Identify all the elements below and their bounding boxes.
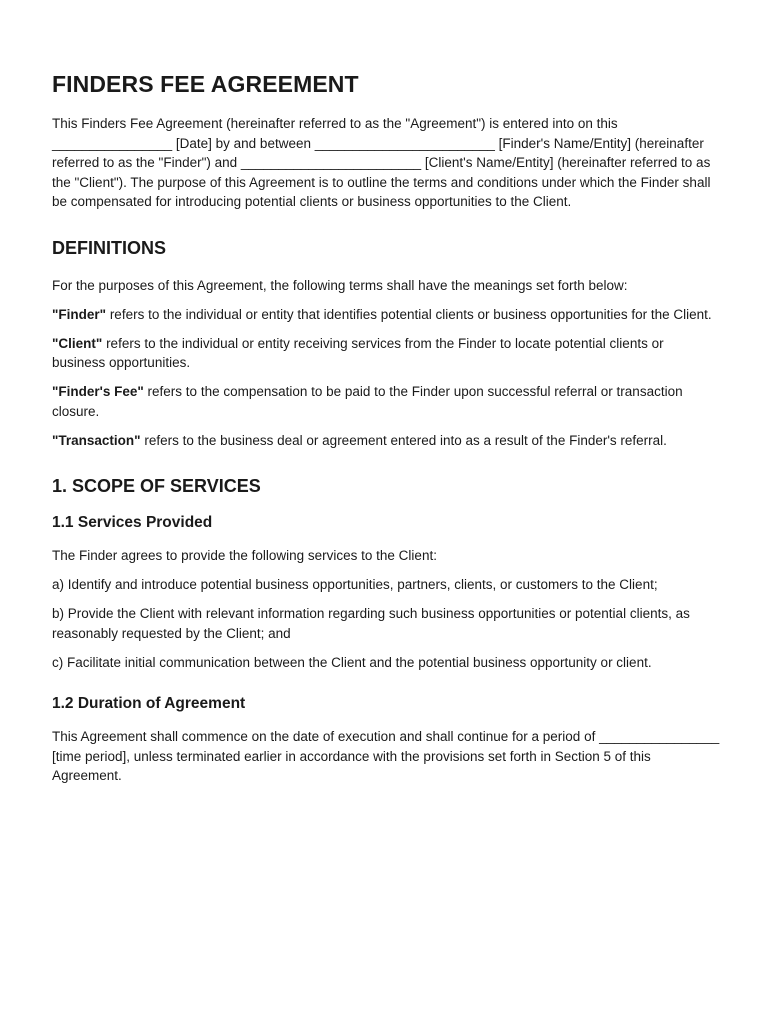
definition-item <box>52 305 720 325</box>
definition-item <box>52 431 720 451</box>
service-item: c) Facilitate initial communication between the Client and the potential business opportunity or client. <box>52 654 652 670</box>
definition-term: "Client" <box>52 335 103 351</box>
definition-term: "Transaction" <box>52 432 141 448</box>
scope-heading: 1. SCOPE OF SERVICES <box>52 476 261 496</box>
duration-heading: 1.2 Duration of Agreement <box>52 695 246 712</box>
document-title: FINDERS FEE AGREEMENT <box>52 71 359 97</box>
definition-item <box>52 334 720 373</box>
services-lead: The Finder agrees to provide the following services to the Client: <box>52 548 437 563</box>
definition-term: "Finder's Fee" <box>52 384 144 399</box>
services-heading: 1.1 Services Provided <box>52 514 213 531</box>
duration-paragraph: This Agreement shall commence on the date of execution and shall continue for a period of ________________ [time period], unless terminated earlier in accordance with the provisions set forth in Section 5 of this Agreement. <box>52 729 720 783</box>
definition-item <box>52 382 720 421</box>
definition-text: refers to the business deal or agreement entered into as a result of the Finder's referral. <box>140 432 667 448</box>
definition-text: refers to the individual or entity that identifies potential clients or business opportunities for the Client. <box>106 306 712 322</box>
definition-text: refers to the compensation to be paid to the Finder upon successful referral or transaction closure. <box>52 384 683 419</box>
service-item: a) Identify and introduce potential business opportunities, partners, clients, or customers to the Client; <box>52 577 658 592</box>
definitions-lead: For the purposes of this Agreement, the following terms shall have the meanings set forth below: <box>52 277 628 293</box>
service-item: b) Provide the Client with relevant information regarding such business opportunities or potential clients, as reasonably requested by the Client; and <box>52 606 690 641</box>
intro-paragraph: This Finders Fee Agreement (hereinafter referred to as the "Agreement") is entered into on this ________________ [Date] by and between ________________________ [Finder's Name/Entity] (hereinafter referred to as the "Finder") and ________________________ [Client's Name/Entity] (hereinafter referred to as the "Client"). The purpose of this Agreement is to outline the terms and conditions under which the Finder shall be compensated for introducing potential clients or business opportunities to the Client. <box>52 116 711 209</box>
definition-term: "Finder" <box>52 306 107 322</box>
definitions-heading: DEFINITIONS <box>52 237 167 258</box>
definition-text: refers to the individual or entity receiving services from the Finder to locate potential clients or business opportunities. <box>52 335 664 370</box>
document-page <box>52 70 720 795</box>
